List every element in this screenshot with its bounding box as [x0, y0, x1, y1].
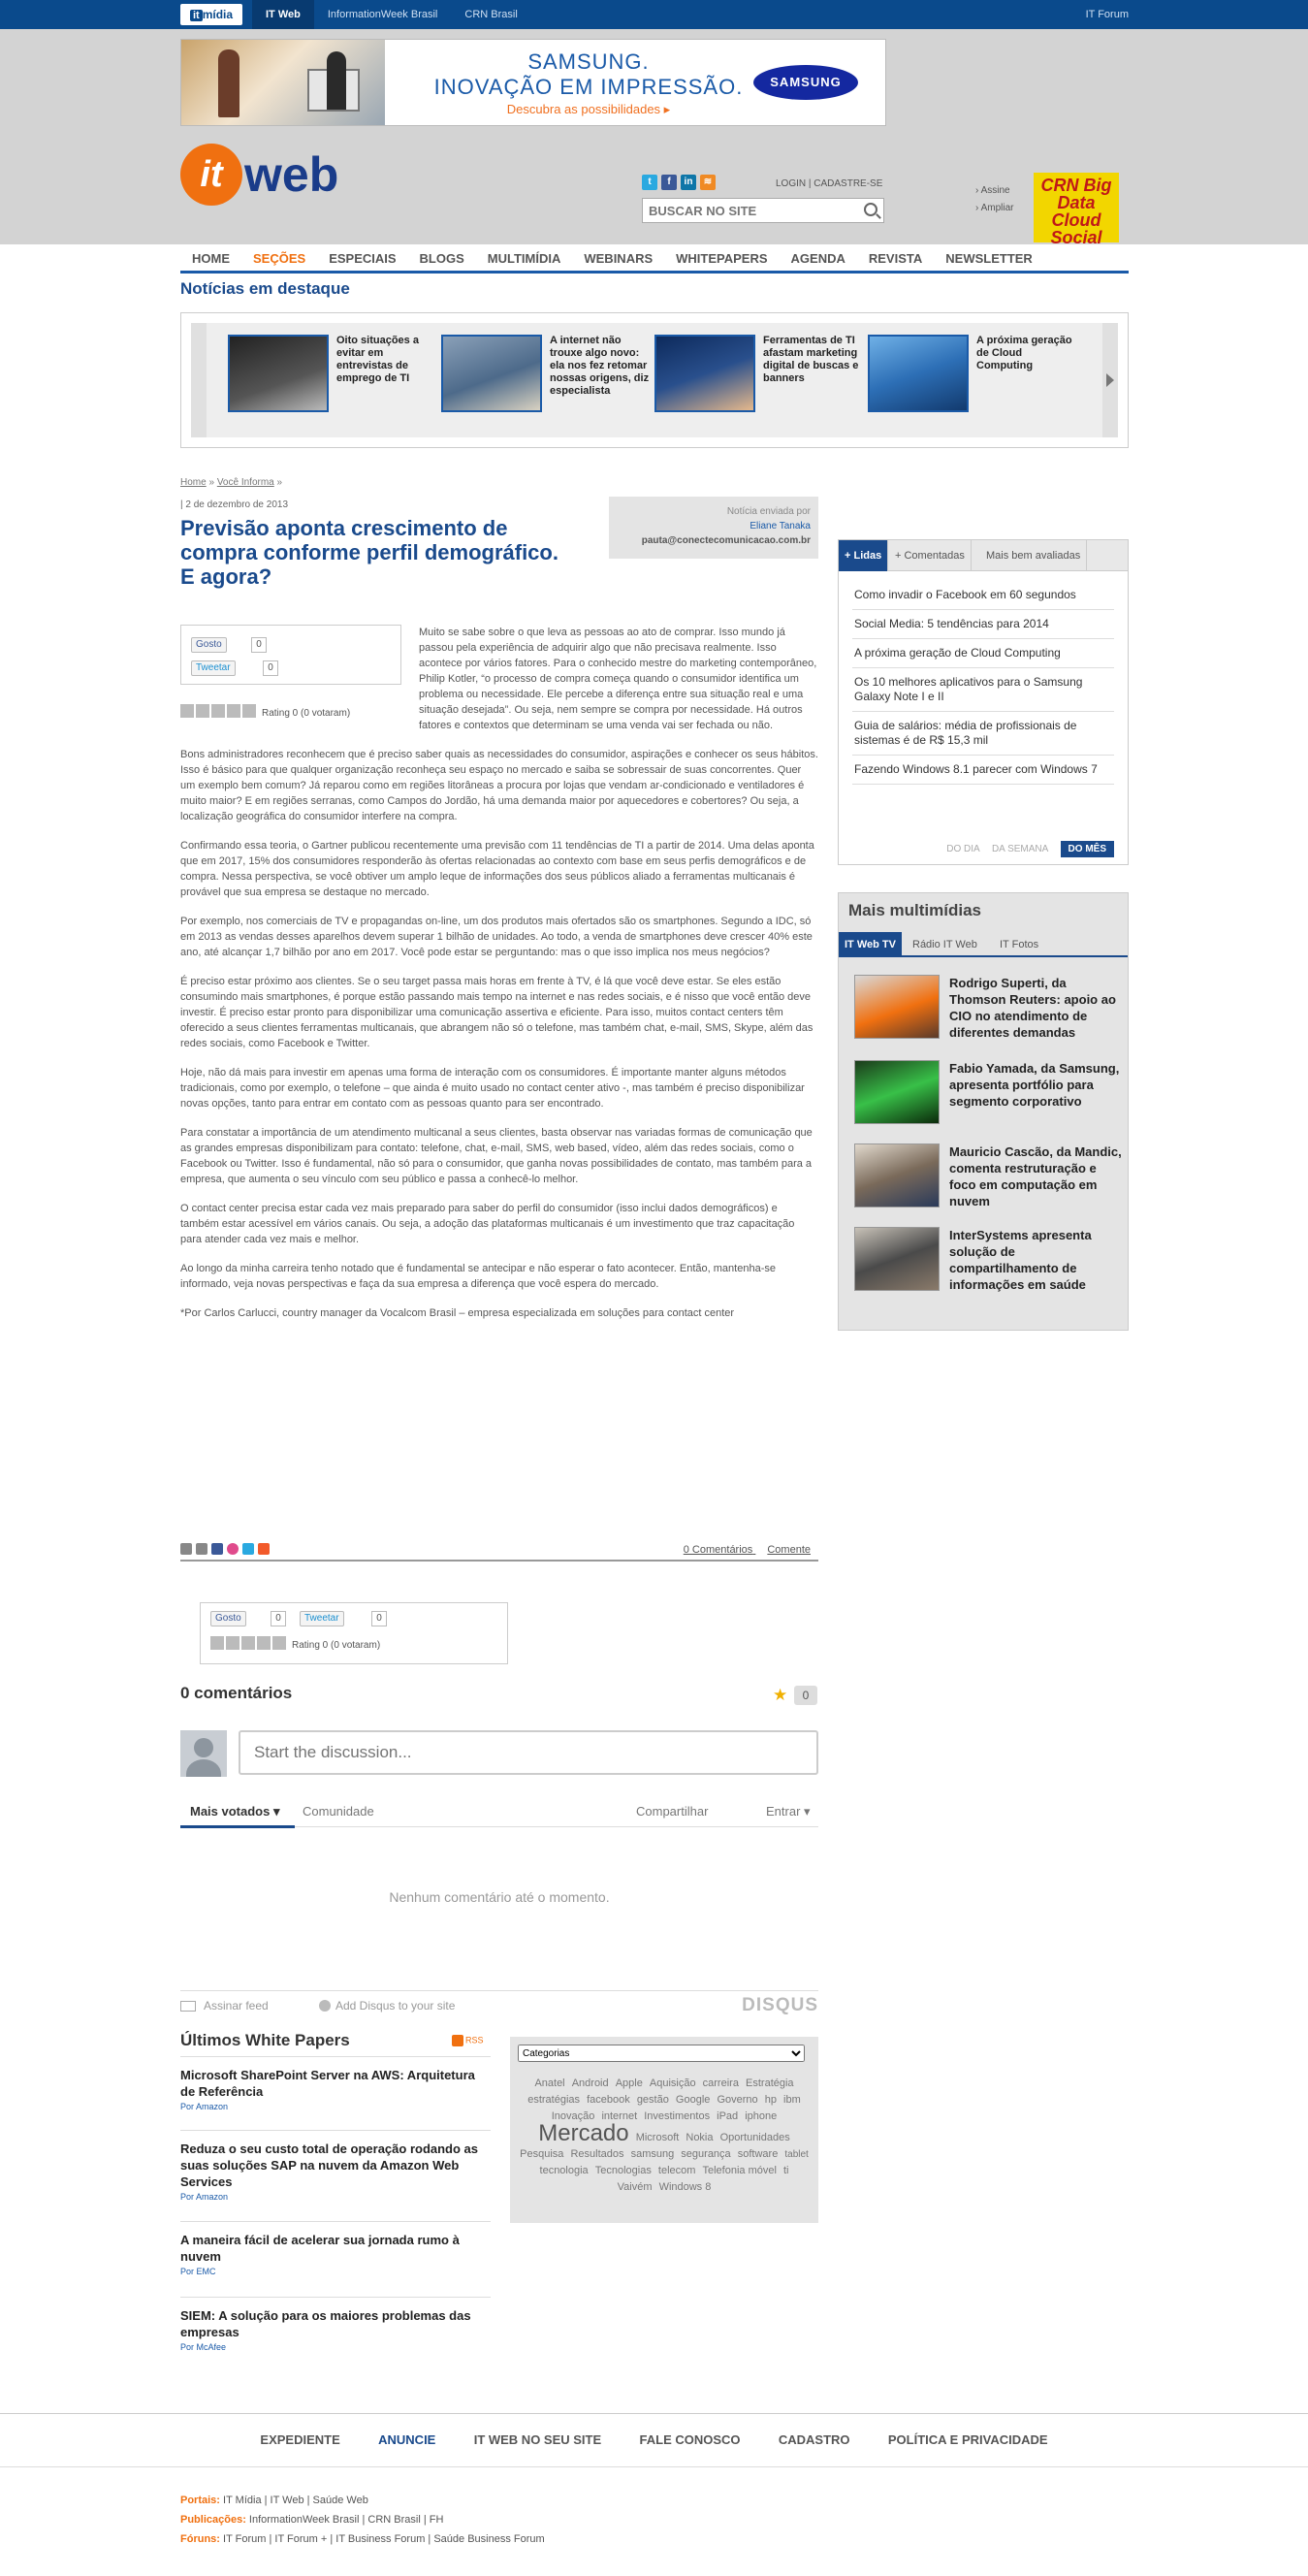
samsung-logo: SAMSUNG	[753, 65, 858, 100]
tag-link[interactable]: Aquisição	[649, 2077, 696, 2089]
ad-line-3: Descubra as possibilidades ▸	[506, 102, 671, 116]
tag-link[interactable]: internet	[601, 2110, 638, 2122]
tag-link[interactable]: ti	[782, 2165, 789, 2176]
video-thumb	[854, 1060, 940, 1124]
footer-politica[interactable]: POLÍTICA E PRIVACIDADE	[887, 2432, 1048, 2447]
rating-stars[interactable]	[180, 704, 258, 723]
flickr-icon[interactable]	[227, 1543, 239, 1555]
nav-home[interactable]: HOME	[192, 251, 230, 266]
ad-line-1: SAMSUNG.	[527, 49, 650, 74]
destaque-thumb	[441, 335, 542, 412]
most-read-item[interactable]: A próxima geração de Cloud Computing	[852, 639, 1114, 668]
login-link[interactable]: LOGIN | CADASTRE-SE	[776, 178, 883, 189]
comments-tabs	[180, 1798, 818, 1827]
social-icons	[642, 175, 716, 190]
tag-link[interactable]: Investimentos	[644, 2110, 711, 2122]
subscribe-feed-link[interactable]: Assinar feed	[204, 1999, 269, 2012]
tag-link[interactable]: gestão	[636, 2094, 669, 2106]
breadcrumb-section[interactable]: Você Informa	[216, 477, 274, 488]
tag-cloud	[510, 2037, 818, 2223]
period-day[interactable]: DO DIA	[946, 844, 980, 854]
disqus-logo[interactable]: DISQUS	[742, 1995, 818, 2015]
tab-comentadas[interactable]: + Comentadas	[889, 540, 972, 571]
avatar	[180, 1730, 227, 1777]
foruns-links[interactable]: IT Forum | IT Forum + | IT Business Forum | Saúde Business Forum	[223, 2533, 545, 2545]
video-thumb	[854, 1143, 940, 1208]
facebook-icon[interactable]: f	[661, 175, 677, 190]
addthis-icon[interactable]	[258, 1543, 270, 1555]
ad-photo	[181, 40, 385, 125]
topnav-informationweek[interactable]: InformationWeek Brasil	[327, 9, 438, 20]
nav-revista[interactable]: REVISTA	[868, 251, 923, 266]
tag-link[interactable]: samsung	[630, 2148, 675, 2160]
article-social-box-bottom	[200, 1602, 508, 1664]
paragraph: *Por Carlos Carlucci, country manager da Vocalcom Brasil – empresa especializada em soluções para contact center	[180, 1307, 735, 1319]
tab-itweb-tv[interactable]: IT Web TV	[839, 932, 902, 957]
tag-link[interactable]: tablet	[784, 2149, 809, 2160]
video-item[interactable]: Rodrigo Superti, da Thomson Reuters: apoio ao CIO no atendimento de diferentes demandas	[854, 975, 1126, 1043]
facebook-like-button[interactable]: Gosto	[210, 1611, 246, 1626]
destaque-item[interactable]: Oito situações a evitar em entrevistas de emprego de TI	[228, 335, 441, 426]
linkedin-icon[interactable]: in	[681, 175, 696, 190]
most-read-item[interactable]: Como invadir o Facebook em 60 segundos	[852, 581, 1114, 610]
tag-link[interactable]: Mercado	[538, 2120, 629, 2146]
article-date: | 2 de dezembro de 2013	[180, 499, 289, 510]
categories-select[interactable]	[518, 2045, 805, 2062]
tag-link[interactable]: estratégias	[527, 2094, 581, 2106]
article-rating: Rating 0 (0 votaram)	[180, 704, 350, 723]
share-discussion-button[interactable]: Compartilhar	[636, 1804, 709, 1819]
article-share-bar	[180, 1540, 818, 1562]
destaque-item[interactable]: A internet não trouxe algo novo: ela nos fez retomar nossas origens, diz especialista	[441, 335, 654, 426]
tab-lidas[interactable]: + Lidas	[839, 540, 888, 571]
network-nav	[252, 0, 531, 29]
tag-link[interactable]: iPad	[717, 2110, 739, 2122]
tag-link[interactable]: software	[737, 2148, 779, 2160]
paragraph: Bons administradores reconhecem que é preciso saber quais as necessidades do consumidor, aspirações e conhecer os seus hábitos. Isso é básico para que qualquer organização reconheça seu espaço no mercado e saiba se sobressair de suas concorrentes. Quer um exemplo bem comum? Já reparou como em regiões litorâneas a procura por lojas que vendam ar-condicionado e ventiladores é muito maior? E em regiões serranas, como Campos do Jordão, há uma demanda maior por aquecedores e cobertores? Ou seja, a localização geográfica do consumidor interfere na compra.	[180, 749, 818, 822]
tag-link[interactable]: Vaivém	[617, 2181, 653, 2193]
twitter-icon[interactable]: t	[642, 175, 657, 190]
paragraph: O contact center precisa estar cada vez mais preparado para saber do perfil do consumidor (isso inclui dados demográficos) e também estar acessível em vários canais. Ou seja, a adoção das plataformas multicanais é um investimento que traz capacitação para atender cada vez mais e melhor.	[180, 1203, 795, 1245]
video-item[interactable]: InterSystems apresenta solução de compartilhamento de informações em saúde	[854, 1227, 1126, 1295]
paragraph: Para constatar a importância de um atendimento multicanal a seus clientes, basta observar nas variadas formas de comunicação que as grandes empresas disponibilizam para contato: telefone, chat, e-mail, SMS, web based, vídeo, além das redes sociais, como o Facebook ou Twitter. Isso é fundamental, não só para o consumidor, que ganha novas possibilidades de contato, mas também para a empresa, que aumenta o seu vínculo com seu público e passa a conhecê-lo melhor.	[180, 1127, 813, 1185]
star-icon[interactable]: ★	[773, 1686, 788, 1704]
print-icon[interactable]	[180, 1543, 192, 1555]
tab-fotos[interactable]: IT Fotos	[1000, 939, 1039, 950]
carousel-next-button[interactable]	[1102, 323, 1118, 437]
publicacoes-links[interactable]: InformationWeek Brasil | CRN Brasil | FH	[248, 2514, 444, 2526]
comment-link[interactable]: Comente	[767, 1544, 811, 1556]
disqus-icon	[319, 2000, 331, 2012]
email-icon[interactable]	[196, 1543, 207, 1555]
period-week[interactable]: DA SEMANA	[991, 844, 1048, 854]
video-thumb	[854, 975, 940, 1039]
nav-newsletter[interactable]: NEWSLETTER	[945, 251, 1033, 266]
tab-community[interactable]: Comunidade	[303, 1804, 374, 1819]
nav-multimidia[interactable]: MULTIMÍDIA	[487, 251, 561, 266]
rating-stars[interactable]	[210, 1636, 288, 1655]
breadcrumb: Home » Você Informa »	[180, 477, 283, 488]
facebook-share-icon[interactable]	[211, 1543, 223, 1555]
comments-count-link[interactable]: 0 Comentários	[683, 1544, 753, 1556]
video-item[interactable]: Mauricio Cascão, da Mandic, comenta restruturação e foco em computação em nuvem	[854, 1143, 1126, 1211]
tag-link[interactable]: hp	[764, 2094, 777, 2106]
paragraph: Por exemplo, nos comerciais de TV e propagandas on-line, um dos produtos mais ofertados são os smartphones. Segundo a IDC, só em 2013 as vendas desses aparelhos devem superar 1 bilhão de unidades. Ao todo, a venda de smartphones deve crescer 40% este ano, até alcançar 1,7 bilhão por ano em 2017. Você pode estar se perguntando: mas o que isso implica nos meus negócios?	[180, 916, 813, 958]
destaque-thumb	[228, 335, 329, 412]
video-thumb	[854, 1227, 940, 1291]
destaque-title: Notícias em destaque	[180, 279, 350, 298]
comment-input[interactable]	[239, 1730, 818, 1775]
paragraph: Ao longo da minha carreira tenho notado que é fundamental se antecipar e não esperar o fato acontecer. Então, mantenha-se informado, veja novas perspectivas e faça da sua empresa a diferença que você espera do mercado.	[180, 1263, 776, 1290]
topnav-crn[interactable]: CRN Brasil	[464, 9, 518, 20]
tag-link[interactable]: Apple	[615, 2077, 643, 2089]
destaque-item[interactable]: A próxima geração de Cloud Computing	[868, 335, 1081, 426]
search-input[interactable]	[643, 199, 846, 222]
whitepapers-title: Últimos White Papers	[180, 2031, 350, 2049]
most-read-widget	[838, 539, 1129, 865]
footer-cadastro[interactable]: CADASTRO	[778, 2432, 850, 2447]
tab-radio[interactable]: Rádio IT Web	[912, 939, 977, 950]
header	[0, 29, 1308, 266]
sender-email[interactable]: pauta@conectecomunicacao.com.br	[641, 535, 811, 546]
nav-agenda[interactable]: AGENDA	[790, 251, 845, 266]
it-midia-logo[interactable]: it mídia	[180, 4, 242, 25]
most-read-item[interactable]: Social Media: 5 tendências para 2014	[852, 610, 1114, 639]
topnav-itweb[interactable]: IT Web	[252, 0, 314, 29]
rss-icon[interactable]: ≋	[700, 175, 716, 190]
footer-nav	[0, 2413, 1308, 2467]
tag-link[interactable]: Tecnologias	[594, 2165, 652, 2176]
tag-link[interactable]: Telefonia móvel	[702, 2165, 777, 2176]
ad-line-2: INOVAÇÃO EM IMPRESSÃO.	[433, 75, 744, 99]
video-item[interactable]: Fabio Yamada, da Samsung, apresenta portfólio para segmento corporativo	[854, 1060, 1126, 1128]
destaque-carousel	[180, 312, 1129, 448]
magazine-links	[975, 182, 1013, 217]
top-bar	[0, 0, 1308, 29]
tag-link[interactable]: Resultados	[570, 2148, 624, 2160]
itweb-logo[interactable]: it web	[180, 138, 355, 211]
tweet-button[interactable]: Tweetar	[191, 660, 236, 676]
destaque-item[interactable]: Ferramentas de TI afastam marketing digital de buscas e banners	[654, 335, 868, 426]
nav-blogs[interactable]: BLOGS	[419, 251, 464, 266]
multimedia-title: Mais multimídias	[848, 901, 981, 919]
footer-anuncie[interactable]: ANUNCIE	[378, 2432, 436, 2447]
article-title: Previsão aponta crescimento de compra conforme perfil demográfico. E agora?	[180, 516, 558, 589]
paragraph: É preciso estar próximo aos clientes. Se o seu target passa mais horas em frente à TV, é lá que você deve estar. Se eles estão consumindo mais smartphones, é porque estão passando mais tempo na internet e nas redes sociais, e é nisso que você então deve investir. É preciso estar pronto para disponibilizar uma comunicação assertiva e eficiente. Para isso, muitos contact centers têm oferecido a seus clientes ferramentas multicanais, que abrangem não só o telefone, mas também chat, e-mail, SMS, Skype, além das redes sociais, como Facebook e Twitter.	[180, 976, 814, 1049]
whitepaper-item[interactable]: A maneira fácil de acelerar sua jornada rumo à nuvem Por EMC	[180, 2221, 491, 2276]
tag-list	[518, 2076, 811, 2196]
footer-itweb-site[interactable]: IT WEB NO SEU SITE	[473, 2432, 602, 2447]
tag-link[interactable]: Governo	[717, 2094, 758, 2106]
tag-link[interactable]: ibm	[783, 2094, 801, 2106]
article-social-box	[180, 625, 401, 685]
article-rating: Rating 0 (0 votaram)	[210, 1636, 380, 1655]
sender-box: Notícia enviada por Eliane Tanaka pauta@conectecomunicacao.com.br	[609, 497, 818, 559]
footer-expediente[interactable]: EXPEDIENTE	[260, 2432, 340, 2447]
nav-especiais[interactable]: ESPECIAIS	[329, 251, 397, 266]
tag-link[interactable]: Oportunidades	[719, 2132, 790, 2143]
tag-link[interactable]: Estratégia	[746, 2077, 794, 2089]
whitepaper-item[interactable]: SIEM: A solução para os maiores problemas das empresas Por McAfee	[180, 2297, 491, 2352]
footer-links: Portais: IT Mídia | IT Web | Saúde Web Publicações: InformationWeek Brasil | CRN Brasil | FH Fóruns: IT Forum | IT Forum + | IT Business Forum | Saúde Business Forum	[180, 2495, 545, 2545]
tweet-button[interactable]: Tweetar	[300, 1611, 344, 1626]
tag-link[interactable]: tecnologia	[539, 2165, 589, 2176]
sender-name[interactable]: Eliane Tanaka	[750, 521, 811, 531]
tweet-count: 0	[263, 660, 278, 676]
tweet-count: 0	[371, 1611, 387, 1626]
tag-link[interactable]: Pesquisa	[520, 2148, 564, 2160]
rss-icon	[452, 2035, 463, 2046]
ampliar-link[interactable]: › Ampliar	[975, 200, 1013, 217]
tag-link[interactable]: Google	[675, 2094, 711, 2106]
search-box	[642, 198, 884, 223]
twitter-share-icon[interactable]	[242, 1543, 254, 1555]
most-read-item[interactable]: Guia de salários: média de profissionais de sistemas é de R$ 15,3 mil	[852, 712, 1114, 756]
tag-link[interactable]: Microsoft	[635, 2132, 680, 2143]
disqus-login-button[interactable]: Entrar ▾	[766, 1804, 811, 1819]
most-read-item[interactable]: Fazendo Windows 8.1 parecer com Windows 7	[852, 756, 1114, 785]
main-nav	[180, 244, 1129, 274]
footer-fale-conosco[interactable]: FALE CONOSCO	[639, 2432, 741, 2447]
tag-link[interactable]: facebook	[587, 2094, 630, 2106]
tag-link[interactable]: iphone	[745, 2110, 778, 2122]
tag-link[interactable]: Anatel	[534, 2077, 565, 2089]
tag-link[interactable]: Inovação	[551, 2110, 595, 2122]
search-icon[interactable]	[864, 203, 877, 216]
tag-link[interactable]: segurança	[681, 2148, 731, 2160]
add-disqus-link[interactable]: Add Disqus to your site	[335, 1999, 456, 2012]
tag-link[interactable]: Windows 8	[658, 2181, 712, 2193]
carousel-prev-button[interactable]	[191, 323, 207, 437]
tab-avaliadas[interactable]: Mais bem avaliadas	[980, 540, 1087, 571]
comments-title: 0 comentários	[180, 1684, 293, 1702]
envelope-icon	[180, 2001, 196, 2012]
like-count: 0	[251, 637, 267, 653]
multimedia-widget	[838, 892, 1129, 1331]
nav-whitepapers[interactable]: WHITEPAPERS	[676, 251, 768, 266]
whitepapers-rss[interactable]: RSS	[452, 2035, 484, 2046]
nav-secoes[interactable]: SEÇÕES	[241, 244, 317, 274]
tag-link[interactable]: telecom	[657, 2165, 696, 2176]
like-count: 0	[271, 1611, 286, 1626]
paragraph: Confirmando essa teoria, o Gartner publicou recentemente uma previsão com 11 tendências de TI a partir de 2014. Uma delas aponta que em 2017, 15% dos consumidores responderão às ofertas relacionadas ao contexto com base em seus perfis demográficos e de compra. Nessa perspectiva, se você obtiver um amplo leque de informações dos seus públicos aliado a ferramentas multicanais é provável que sua empresa se destaque no mercado.	[180, 840, 814, 898]
topnav-itforum[interactable]: IT Forum	[1085, 9, 1129, 20]
portais-links[interactable]: IT Mídia | IT Web | Saúde Web	[223, 2495, 368, 2506]
destaque-divider	[180, 271, 1129, 274]
most-read-item[interactable]: Os 10 melhores aplicativos para o Samsung Galaxy Note I e II	[852, 668, 1114, 712]
tag-link[interactable]: Android	[571, 2077, 609, 2089]
destaque-thumb	[654, 335, 755, 412]
whitepaper-item[interactable]: Reduza o seu custo total de operação rodando as suas soluções SAP na nuvem da Amazon Web Services Por Amazon	[180, 2130, 491, 2202]
tab-best[interactable]: Mais votados ▾	[190, 1804, 280, 1819]
paragraph: Muito se sabe sobre o que leva as pessoas ao ato de comprar. Isso mundo já passou pela experiência de adquirir algo que não precisava realmente. Isso acontece por vários fatores. Para o conhecido mestre do marketing contemporâneo, Philip Kotler, “o processo de compra começa quando o consumidor identifica um problema ou necessidade. Ele percebe a diferença entre sua situação real e uma situação desejada”. Ou seja, nem sempre se compra por necessidade. Há outros fatores e contextos que determinam se uma venda vai ser fechada ou não.	[419, 627, 817, 731]
crn-magazine-cover[interactable]: CRN Big Data Cloud Social	[1034, 173, 1119, 242]
whitepaper-item[interactable]: Microsoft SharePoint Server na AWS: Arquitetura de Referência Por Amazon	[180, 2056, 491, 2111]
disqus-footer	[180, 1990, 818, 2013]
no-comments-message: Nenhum comentário até o momento.	[389, 1889, 610, 1905]
assine-link[interactable]: › Assine	[975, 182, 1013, 200]
tag-link[interactable]: carreira	[702, 2077, 739, 2089]
nav-webinars[interactable]: WEBINARS	[584, 251, 654, 266]
samsung-ad-banner[interactable]	[180, 39, 886, 126]
paragraph: Hoje, não dá mais para investir em apenas uma forma de interação com os consumidores. É importante manter alguns métodos tradicionais, como por exemplo, o telefone – que ainda é muito usado no contact center ativo -, mas também é preciso disponibilizar novas opções, tanto para entrar em contato com as pessoas quanto para ser encontrado.	[180, 1067, 805, 1110]
tag-link[interactable]: Nokia	[686, 2132, 714, 2143]
recommend-count: 0	[794, 1686, 817, 1705]
destaque-thumb	[868, 335, 969, 412]
breadcrumb-home[interactable]: Home	[180, 477, 207, 488]
facebook-like-button[interactable]: Gosto	[191, 637, 227, 653]
article-body	[180, 625, 818, 1335]
period-month[interactable]: DO MÊS	[1061, 841, 1114, 857]
